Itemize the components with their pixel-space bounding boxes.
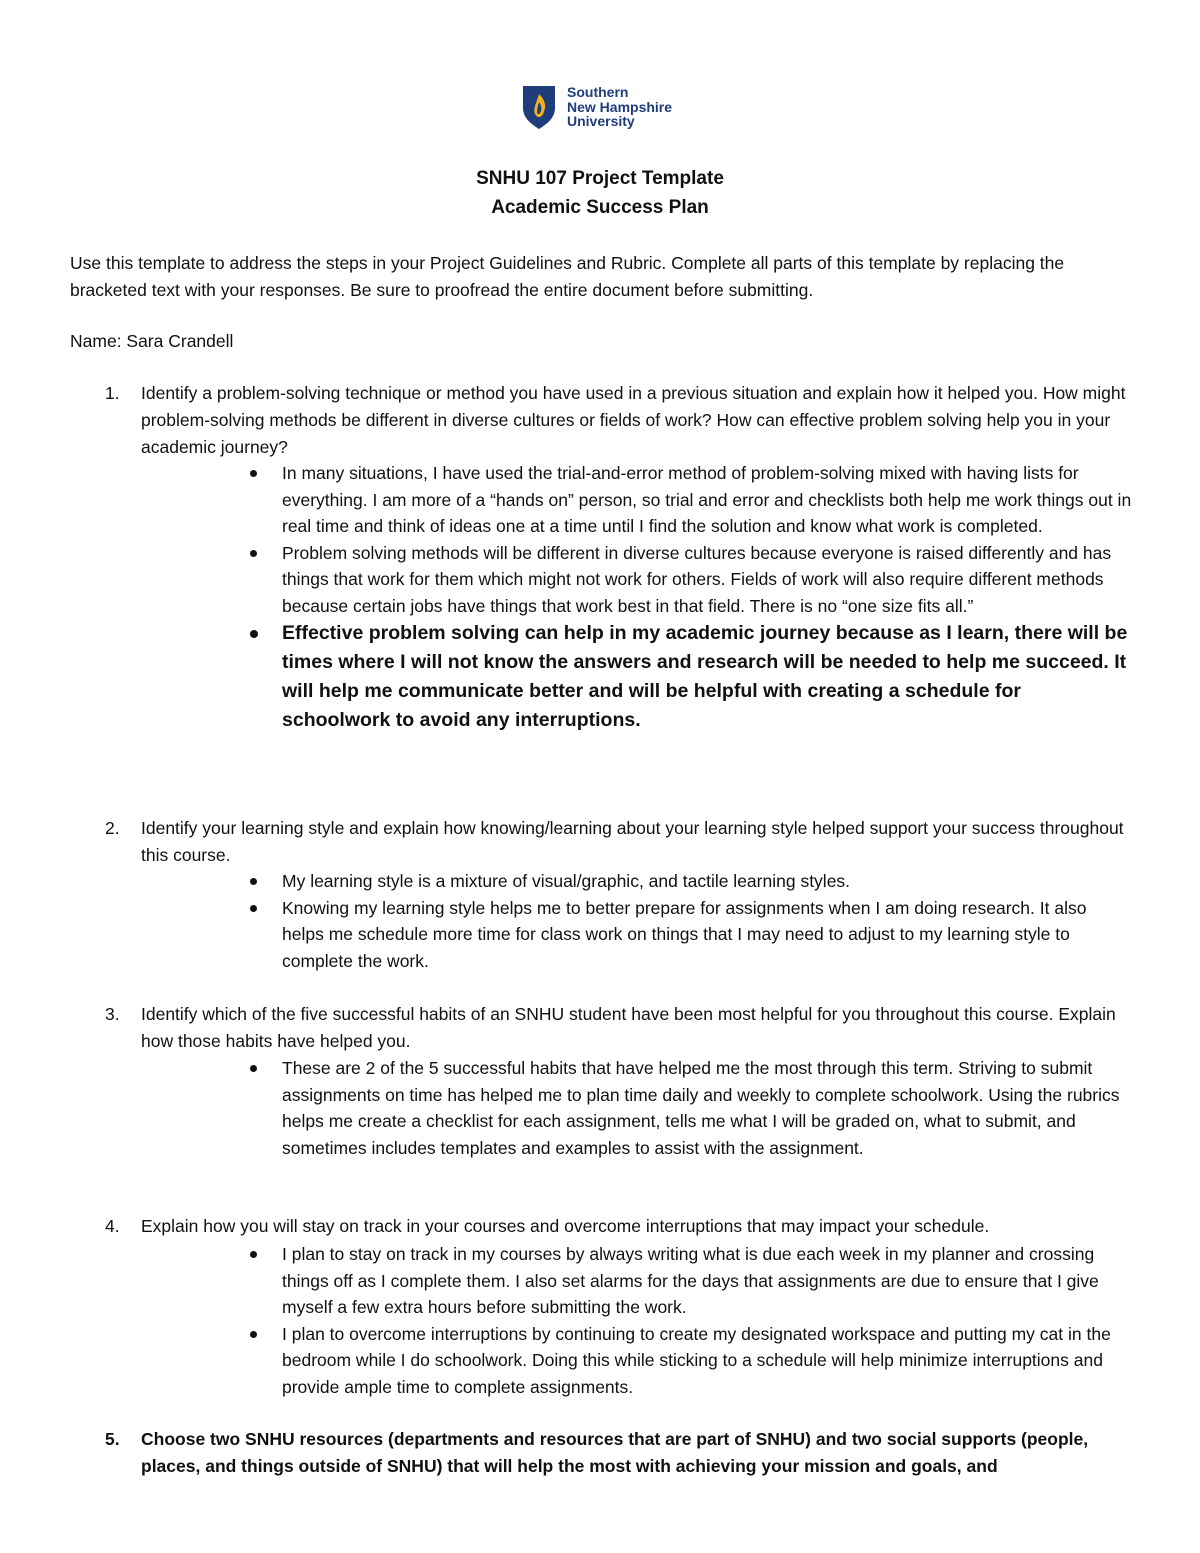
bullet-icon xyxy=(250,1331,257,1338)
question-number: 4. xyxy=(105,1216,120,1236)
question-number: 3. xyxy=(105,1004,120,1024)
question-text: Explain how you will stay on track in your courses and overcome interruptions that may impact your schedule. xyxy=(141,1216,990,1236)
answers-1 xyxy=(282,460,1132,735)
question-3 xyxy=(105,1001,1131,1055)
answer-text: I plan to overcome interruptions by continuing to create my designated workspace and putting my cat in the bedroom while I do schoolwork. Doing this while sticking to a schedule will help minimize interruptions and provide ample time to complete assignments. xyxy=(282,1323,1111,1397)
answer-text: Effective problem solving can help in my academic journey because as I learn, there will be times where I will not know the answers and research will be needed to help me succeed. It will help me communicate better and will be helpful with creating a schedule for schoolwork to avoid any interruptions. xyxy=(282,622,1128,731)
bullet-icon xyxy=(250,1251,257,1258)
answer-item xyxy=(282,1241,1132,1321)
logo-wordmark xyxy=(567,85,672,129)
question-number: 2. xyxy=(105,818,120,838)
intro-paragraph: Use this template to address the steps in your Project Guidelines and Rubric. Complete all parts of this template by replacing the bracketed text with your responses. Be sure to proofread the entire document before submitting. xyxy=(70,253,1065,300)
answer-text: In many situations, I have used the trial-and-error method of problem-solving mixed with having lists for everything. I am more of a “hands on” person, so trial and error and checklists both help me work things out in real time and think of ideas one at a time until I find the solution and know what work is completed. xyxy=(282,463,1132,536)
question-1 xyxy=(105,380,1131,461)
answers-2 xyxy=(282,868,1132,974)
answers-4 xyxy=(282,1241,1132,1400)
answer-item xyxy=(282,1055,1132,1161)
bullet-icon xyxy=(250,630,258,638)
answer-text: These are 2 of the 5 successful habits that have helped me the most through this term. Striving to submit assignments on time has helped me to plan time daily and weekly to complete schoolwork. Using the rubrics helps me create a checklist for each assignment, tells me what I will be graded on, what to submit, and sometimes includes templates and examples to assist with the assignment. xyxy=(282,1058,1120,1158)
bullet-icon xyxy=(250,470,257,477)
question-5 xyxy=(105,1426,1131,1480)
bullet-icon xyxy=(250,1065,257,1072)
question-text: Identify a problem-solving technique or method you have used in a previous situation and explain how it helped you. How might problem-solving methods be different in diverse cultures or fields of work? How can effective problem solving help you in your academic journey? xyxy=(141,383,1126,457)
bullet-icon xyxy=(250,550,257,557)
answers-3 xyxy=(282,1055,1132,1161)
question-text: Identify which of the five successful habits of an SNHU student have been most helpful for you throughout this course. Explain how those habits have helped you. xyxy=(141,1004,1116,1051)
student-name: Name: Sara Crandell xyxy=(70,331,234,351)
answer-item xyxy=(282,619,1132,735)
question-number: 5. xyxy=(105,1429,120,1449)
question-text: Choose two SNHU resources (departments and resources that are part of SNHU) and two social supports (people, places, and things outside of SNHU) that will help the most with achieving your mission and goals, and xyxy=(141,1429,1089,1476)
snhu-logo xyxy=(521,84,691,134)
bullet-icon xyxy=(250,878,257,885)
answer-text: Problem solving methods will be different in diverse cultures because everyone is raised differently and has things that work for them which might not work for others. Fields of work will also require different methods because certain jobs have things that work best in that field. There is no “one size fits all.” xyxy=(282,542,1112,616)
answer-text: My learning style is a mixture of visual/graphic, and tactile learning styles. xyxy=(282,871,851,891)
answer-text: I plan to stay on track in my courses by always writing what is due each week in my planner and crossing things off as I complete them. I also set alarms for the days that assignments are due to ensure that I give myself a few extra hours before submitting the work. xyxy=(282,1244,1099,1317)
answer-item xyxy=(282,460,1132,540)
answer-item xyxy=(282,895,1132,975)
shield-flame-icon xyxy=(521,84,561,130)
logo-line-1: Southern xyxy=(567,84,629,100)
question-4 xyxy=(105,1213,1131,1240)
question-2 xyxy=(105,815,1131,869)
answer-item xyxy=(282,540,1132,620)
logo-line-3: University xyxy=(567,113,635,129)
answer-item xyxy=(282,1321,1132,1401)
question-text: Identify your learning style and explain how knowing/learning about your learning style helped support your success throughout this course. xyxy=(141,818,1124,865)
answer-text: Knowing my learning style helps me to better prepare for assignments when I am doing research. It also helps me schedule more time for class work on things that I may need to adjust to my learning style to complete the work. xyxy=(282,897,1087,971)
logo-line-2: New Hampshire xyxy=(567,98,673,115)
answer-item xyxy=(282,868,1132,895)
bullet-icon xyxy=(250,905,257,912)
document-subtitle: Academic Success Plan xyxy=(491,197,709,218)
question-number: 1. xyxy=(105,383,120,403)
document-title: SNHU 107 Project Template xyxy=(476,168,724,189)
